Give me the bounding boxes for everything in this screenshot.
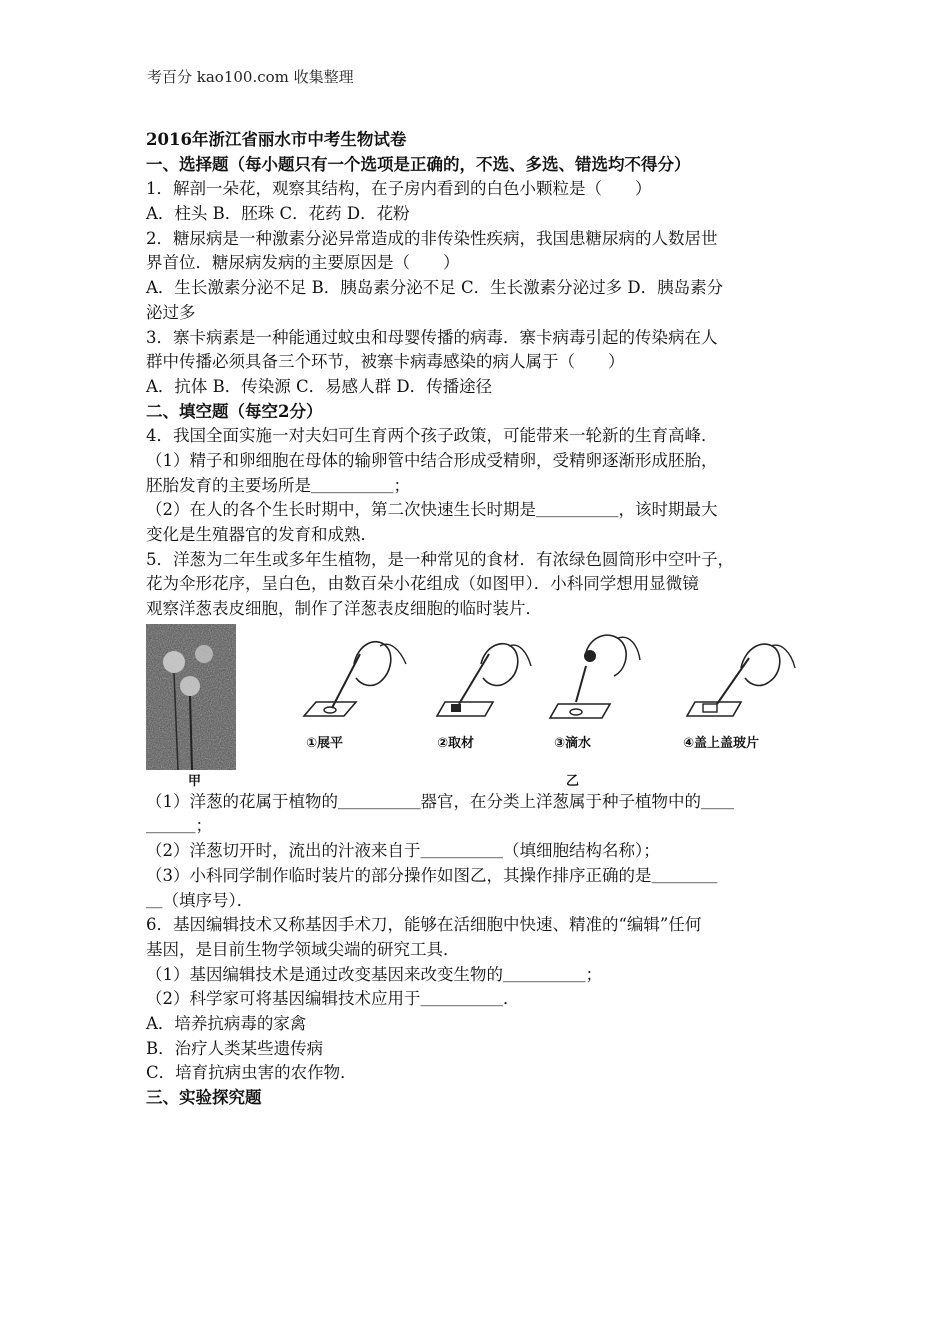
step-spread: [296, 624, 416, 764]
q2-options-line1: A．生长激素分泌不足 B．胰岛素分泌不足 C．生长激素分泌过多 D．胰岛素分: [146, 278, 724, 298]
q6-option-c: C．培育抗病虫害的农作物．: [146, 1063, 357, 1083]
q2-options-line2: 泌过多: [146, 302, 196, 322]
step-spread-illustration: [296, 624, 416, 724]
q6-stem-line2: 基因，是目前生物学领域尖端的研究工具．: [146, 939, 460, 959]
q3-stem-line1: 3．寨卡病素是一种能通过蚊虫和母婴传播的病毒．寨卡病毒引起的传染病在人: [146, 327, 718, 347]
q3-options: A．抗体 B．传染源 C．易感人群 D．传播途径: [146, 376, 493, 396]
q4-part1-line1: （1）精子和卵细胞在母体的输卵管中结合形成受精卵，受精卵逐渐形成胚胎，: [146, 450, 718, 470]
q5-stem-line2: 花为伞形花序，呈白色，由数百朵小花组成（如图甲）．小科同学想用显微镜: [146, 574, 699, 594]
q6-part1: （1）基因编辑技术是通过改变基因来改变生物的＿＿＿＿＿；: [146, 964, 602, 984]
q6-stem-line1: 6．基因编辑技术又称基因手术刀，能够在活细胞中快速、精准的“编辑”任何: [146, 915, 702, 935]
section-heading-experiment: 三、实验探究题: [146, 1088, 262, 1107]
step-add-water: [546, 624, 666, 764]
q2-stem-line2: 界首位．糖尿病发病的主要原因是（ ）: [146, 253, 460, 273]
onion-flower-image: [146, 624, 236, 770]
step-cover-slip: [683, 624, 803, 764]
q5-stem-line3: 观察洋葱表皮细胞，制作了洋葱表皮细胞的临时装片．: [146, 599, 542, 619]
q5-part3-line2: ＿（填序号）．: [146, 890, 254, 910]
onion-flower-photo: [146, 624, 236, 770]
watermark-text: 考百分 kao100.com 收集整理: [147, 68, 354, 86]
q5-figure: [146, 624, 814, 788]
step-label-1: ①展平: [306, 735, 344, 751]
step-cover-slip-illustration: [683, 624, 813, 724]
q5-part1-line1: （1）洋葱的花属于植物的＿＿＿＿＿器官，在分类上洋葱属于种子植物中的＿＿: [146, 791, 734, 811]
q4-stem: 4．我国全面实施一对夫妇可生育两个孩子政策，可能带来一轮新的生育高峰．: [146, 426, 718, 446]
step-take-material: [433, 624, 553, 764]
q1-stem: 1．解剖一朵花，观察其结构，在子房内看到的白色小颗粒是（ ）: [146, 179, 652, 199]
exam-title: 2016年浙江省丽水市中考生物试卷: [146, 130, 407, 149]
q6-part2: （2）科学家可将基因编辑技术应用于＿＿＿＿＿．: [146, 989, 520, 1009]
step-take-material-illustration: [433, 624, 553, 724]
step-add-water-illustration: [546, 624, 666, 724]
q5-part3-line1: （3）小科同学制作临时装片的部分操作如图乙，其操作排序正确的是＿＿＿＿: [146, 865, 718, 885]
section-heading-fill: 二、填空题（每空2分）: [146, 401, 323, 421]
section-heading-choice: 一、选择题（每小题只有一个选项是正确的，不选、多选、错选均不得分）: [146, 154, 691, 174]
q4-part1-line2: 胚胎发育的主要场所是＿＿＿＿＿；: [146, 475, 410, 495]
step-label-2: ②取材: [437, 735, 475, 751]
q5-stem-line1: 5．洋葱为二年生或多年生植物，是一种常见的食材．有浓绿色圆筒形中空叶子，: [146, 549, 734, 569]
q4-part2-line2: 变化是生殖器官的发育和成熟．: [146, 525, 377, 544]
q5-part1-line2: ＿＿＿；: [146, 816, 212, 836]
q6-option-b: B．治疗人类某些遗传病: [146, 1038, 324, 1058]
step-label-4: ④盖上盖玻片: [683, 735, 760, 751]
exam-content: [146, 128, 814, 1111]
q5-part2: （2）洋葱切开时，流出的汁液来自于＿＿＿＿＿（填细胞结构名称）；: [146, 841, 660, 861]
step-label-3: ③滴水: [554, 735, 592, 751]
q6-option-a: A．培养抗病毒的家禽: [146, 1013, 307, 1033]
figure-label-yi: 乙: [566, 773, 580, 789]
q2-stem-line1: 2．糖尿病是一种激素分泌异常造成的非传染性疾病，我国患糖尿病的人数居世: [146, 228, 718, 248]
q4-part2-line1: （2）在人的各个生长时期中，第二次快速生长时期是＿＿＿＿＿，该时期最大: [146, 500, 718, 520]
q1-options: A．柱头 B．胚珠 C．花药 D．花粉: [146, 204, 410, 224]
figure-label-jia: 甲: [188, 773, 202, 789]
q3-stem-line2: 群中传播必须具备三个环节，被寨卡病毒感染的病人属于（ ）: [146, 352, 625, 372]
